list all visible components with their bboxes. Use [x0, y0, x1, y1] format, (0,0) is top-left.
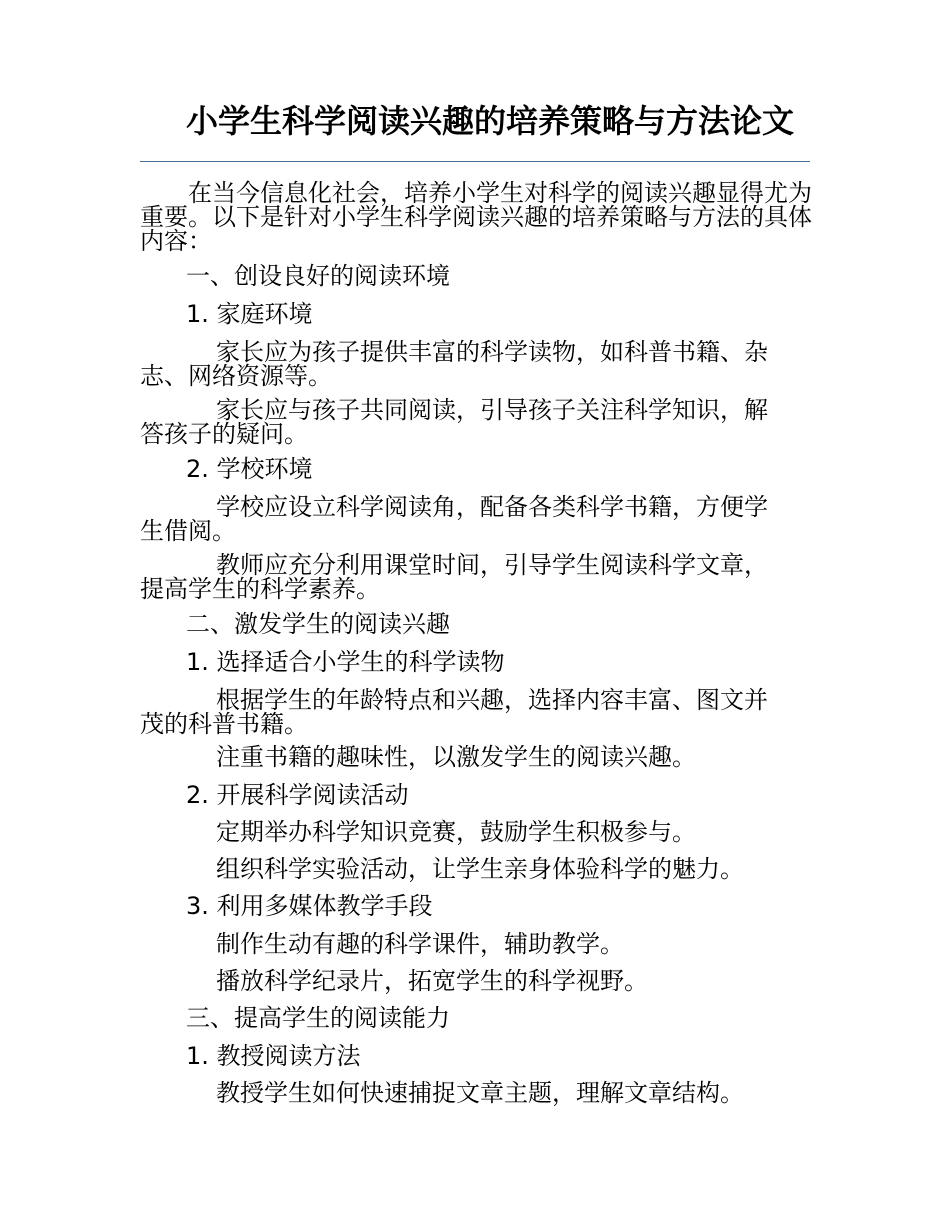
- title-rule: [140, 161, 810, 162]
- section-2-3-paragraph-1: 制作生动有趣的科学课件，辅助教学。: [216, 930, 624, 958]
- section-1-2-paragraph-1: 学校应设立科学阅读角，配备各类科学书籍，方便学生借阅。: [140, 493, 768, 545]
- section-1-1-paragraph-2: 家长应与孩子共同阅读，引导孩子关注科学知识，解答孩子的疑问。: [140, 396, 768, 448]
- section-3-1-heading: 1. 教授阅读方法: [186, 1042, 361, 1070]
- section-2-2-paragraph-1: 定期举办科学知识竞赛，鼓励学生积极参与。: [216, 818, 696, 846]
- section-2-heading: 二、激发学生的阅读兴趣: [186, 610, 450, 638]
- section-2-3-paragraph-2: 播放科学纪录片，拓宽学生的科学视野。: [216, 967, 648, 995]
- section-2-1-paragraph-1: 根据学生的年龄特点和兴趣，选择内容丰富、图文并茂的科普书籍。: [140, 686, 768, 738]
- section-2-2-heading: 2. 开展科学阅读活动: [186, 781, 409, 809]
- section-1-1-paragraph-1: 家长应为孩子提供丰富的科学读物，如科普书籍、杂志、网络资源等。: [140, 338, 768, 390]
- intro-paragraph: 在当今信息化社会，培养小学生对科学的阅读兴趣显得尤为重要。以下是针对小学生科学阅读兴趣的培养策略与方法的具体内容：: [140, 179, 812, 255]
- document-title: 小学生科学阅读兴趣的培养策略与方法论文: [186, 102, 795, 140]
- section-2-1-paragraph-2: 注重书籍的趣味性，以激发学生的阅读兴趣。: [216, 743, 696, 771]
- section-2-1-heading: 1. 选择适合小学生的科学读物: [186, 648, 505, 676]
- section-1-heading: 一、创设良好的阅读环境: [186, 262, 450, 290]
- section-1-2-paragraph-2: 教师应充分利用课堂时间，引导学生阅读科学文章，提高学生的科学素养。: [140, 551, 768, 603]
- section-3-heading: 三、提高学生的阅读能力: [186, 1004, 450, 1032]
- section-2-2-paragraph-2: 组织科学实验活动，让学生亲身体验科学的魅力。: [216, 855, 744, 883]
- section-2-3-heading: 3. 利用多媒体教学手段: [186, 892, 433, 920]
- section-1-2-heading: 2. 学校环境: [186, 455, 313, 483]
- section-1-1-heading: 1. 家庭环境: [186, 300, 313, 328]
- section-3-1-paragraph-1: 教授学生如何快速捕捉文章主题，理解文章结构。: [216, 1079, 744, 1107]
